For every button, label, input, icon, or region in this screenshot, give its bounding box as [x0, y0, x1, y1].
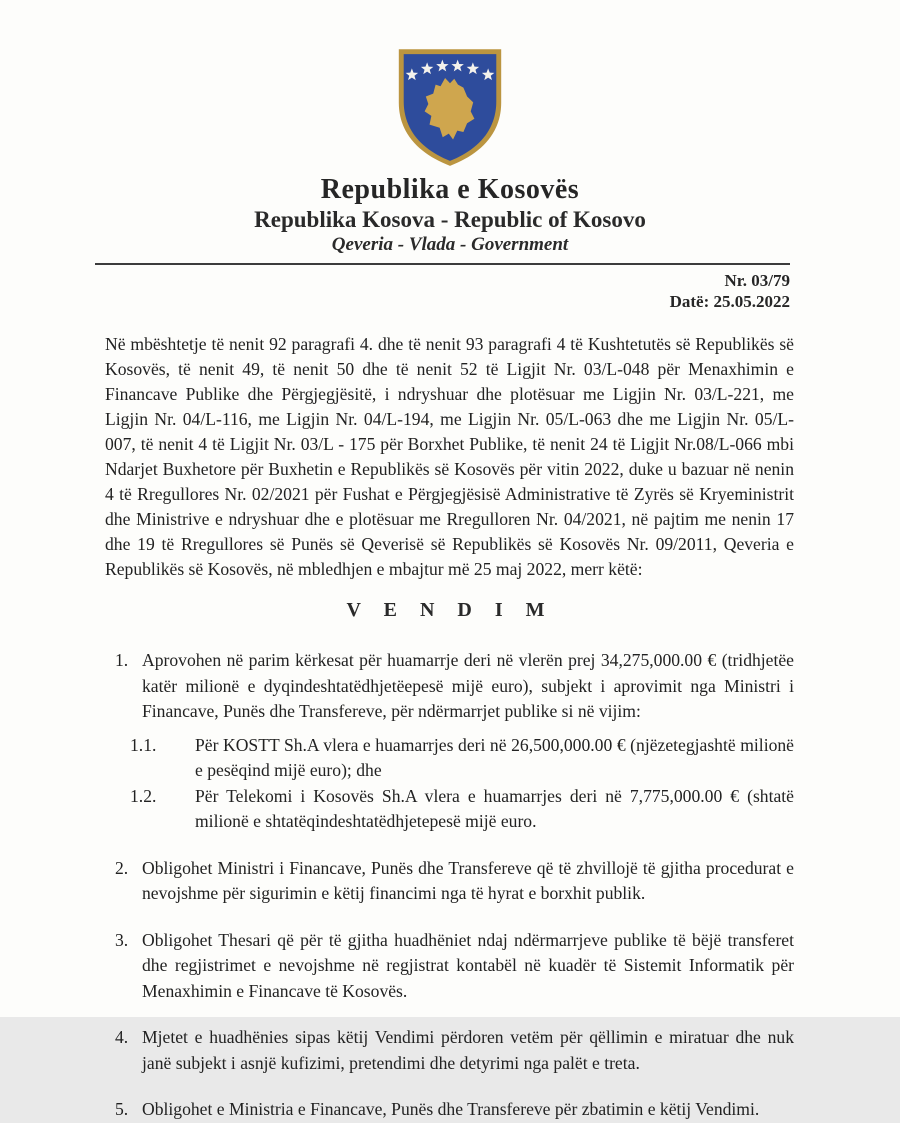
kosovo-coat-of-arms-icon: [0, 0, 900, 168]
title-republic-of-kosovo: Republika Kosova - Republic of Kosovo: [254, 207, 646, 232]
decision-item-1-1: [130, 733, 794, 784]
subitem-number: 1.2.: [130, 785, 157, 806]
subitem-number: 1.1.: [130, 734, 157, 755]
subitem-text: Për KOSTT Sh.A vlera e huamarrjes deri në 26,500,000.00 € (njëzetegjashtë milionë e pesëqind mijë euro); dhe: [195, 734, 794, 780]
document-date: Datë: 25.05.2022: [669, 292, 790, 311]
decision-items-list: [115, 648, 794, 1123]
item-number: 5.: [115, 1099, 129, 1119]
decision-title: V E N D I M: [346, 599, 554, 621]
decision-item-5: [115, 1097, 794, 1123]
subitem-text: Për Telekomi i Kosovës Sh.A vlera e huamarrjes deri në 7,775,000.00 € (shtatë milionë e shtatëqindeshtatëdhjetepesë mijë euro.: [195, 785, 794, 831]
title-republika-e-kosoves: Republika e Kosovës: [320, 174, 580, 205]
item-number: 1.: [115, 650, 129, 670]
item-text: Mjetet e huadhënies sipas këtij Vendimi përdoren vetëm për qëllimin e miratuar dhe nuk janë subjekt i asnjë kufizimi, pretendimi dhe detyrimi nga palët e treta.: [142, 1027, 794, 1073]
item-text: Obligohet Thesari që për të gjitha huadhëniet ndaj ndërmarrjeve publike të bëjë transferet dhe regjistrimet e nevojshme në regjistrat kontabël në kuadër të Sistemit Informatik për Menaxhimin e Financave të Kosovës.: [142, 929, 794, 1001]
decision-item-4: [115, 1025, 794, 1076]
decision-item-2: [115, 856, 794, 907]
preamble-paragraph: Në mbështetje të nenit 92 paragrafi 4. dhe të nenit 93 paragrafi 4 të Kushtetutës së Republikës së Kosovës, të nenit 49, të nenit 50 dhe të nenit 52 të Ligjit Nr. 03/L-048 për Menaxhimin e Financave Publike dhe Përgjegjësitë, i ndryshuar dhe plotësuar me Ligjin Nr. 03/L-221, me Ligjin Nr. 04/L-116, me Ligjin Nr. 04/L-194, me Ligjin Nr. 05/L-063 dhe me Ligjin Nr. 05/L-007, të nenit 4 të Ligjit Nr. 03/L - 175 për Borxhet Publike, të nenit 24 të Ligjit Nr.08/L-066 mbi Ndarjet Buxhetore për Buxhetin e Republikës së Kosovës për vitin 2022, duke u bazuar në nenin 4 të Rregullores Nr. 02/2021 për Fushat e Përgjegjësisë Administrative të Zyrës së Kryeministrit dhe Ministrive e ndryshuar dhe e plotësuar me Rregulloren Nr. 04/2021, në pajtim me nenin 17 dhe 19 të Rregullores së Punës së Qeverisë së Republikës së Kosovës Nr. 09/2011, Qeveria e Republikës së Kosovës, në mbledhjen e mbajtur më 25 maj 2022, merr këtë:: [105, 334, 794, 579]
item-text: Aprovohen në parim kërkesat për huamarrje deri në vlerën prej 34,275,000.00 € (tridhjetëe katër milionë e dyqindeshtatëdhjetëepesë mijë euro), subjekt i aprovimit nga Ministri i Financave, Punës dhe Transfereve, për ndërmarrjet publike si në vijim:: [142, 650, 794, 721]
document-meta: [0, 270, 790, 312]
item-text: Obligohet e Ministria e Financave, Punës dhe Transfereve për zbatimin e këtij Vendimi.: [142, 1099, 760, 1119]
item-number: 3.: [115, 929, 129, 950]
item-text: Obligohet Ministri i Financave, Punës dhe Transfereve që të zhvillojë të gjitha procedurat e nevojshme për sigurimin e këtij financimi nga të hyrat e borxhit publik.: [142, 857, 794, 903]
decision-item-1-2: [130, 784, 794, 835]
title-government: Qeveria - Vlada - Government: [331, 234, 569, 255]
decision-item-1: [115, 648, 794, 835]
decision-subitems: [130, 733, 794, 835]
header-divider: [95, 263, 790, 265]
item-number: 2.: [115, 857, 129, 878]
decision-item-3: [115, 928, 794, 1005]
document-number: Nr. 03/79: [724, 271, 790, 290]
item-number: 4.: [115, 1027, 129, 1047]
